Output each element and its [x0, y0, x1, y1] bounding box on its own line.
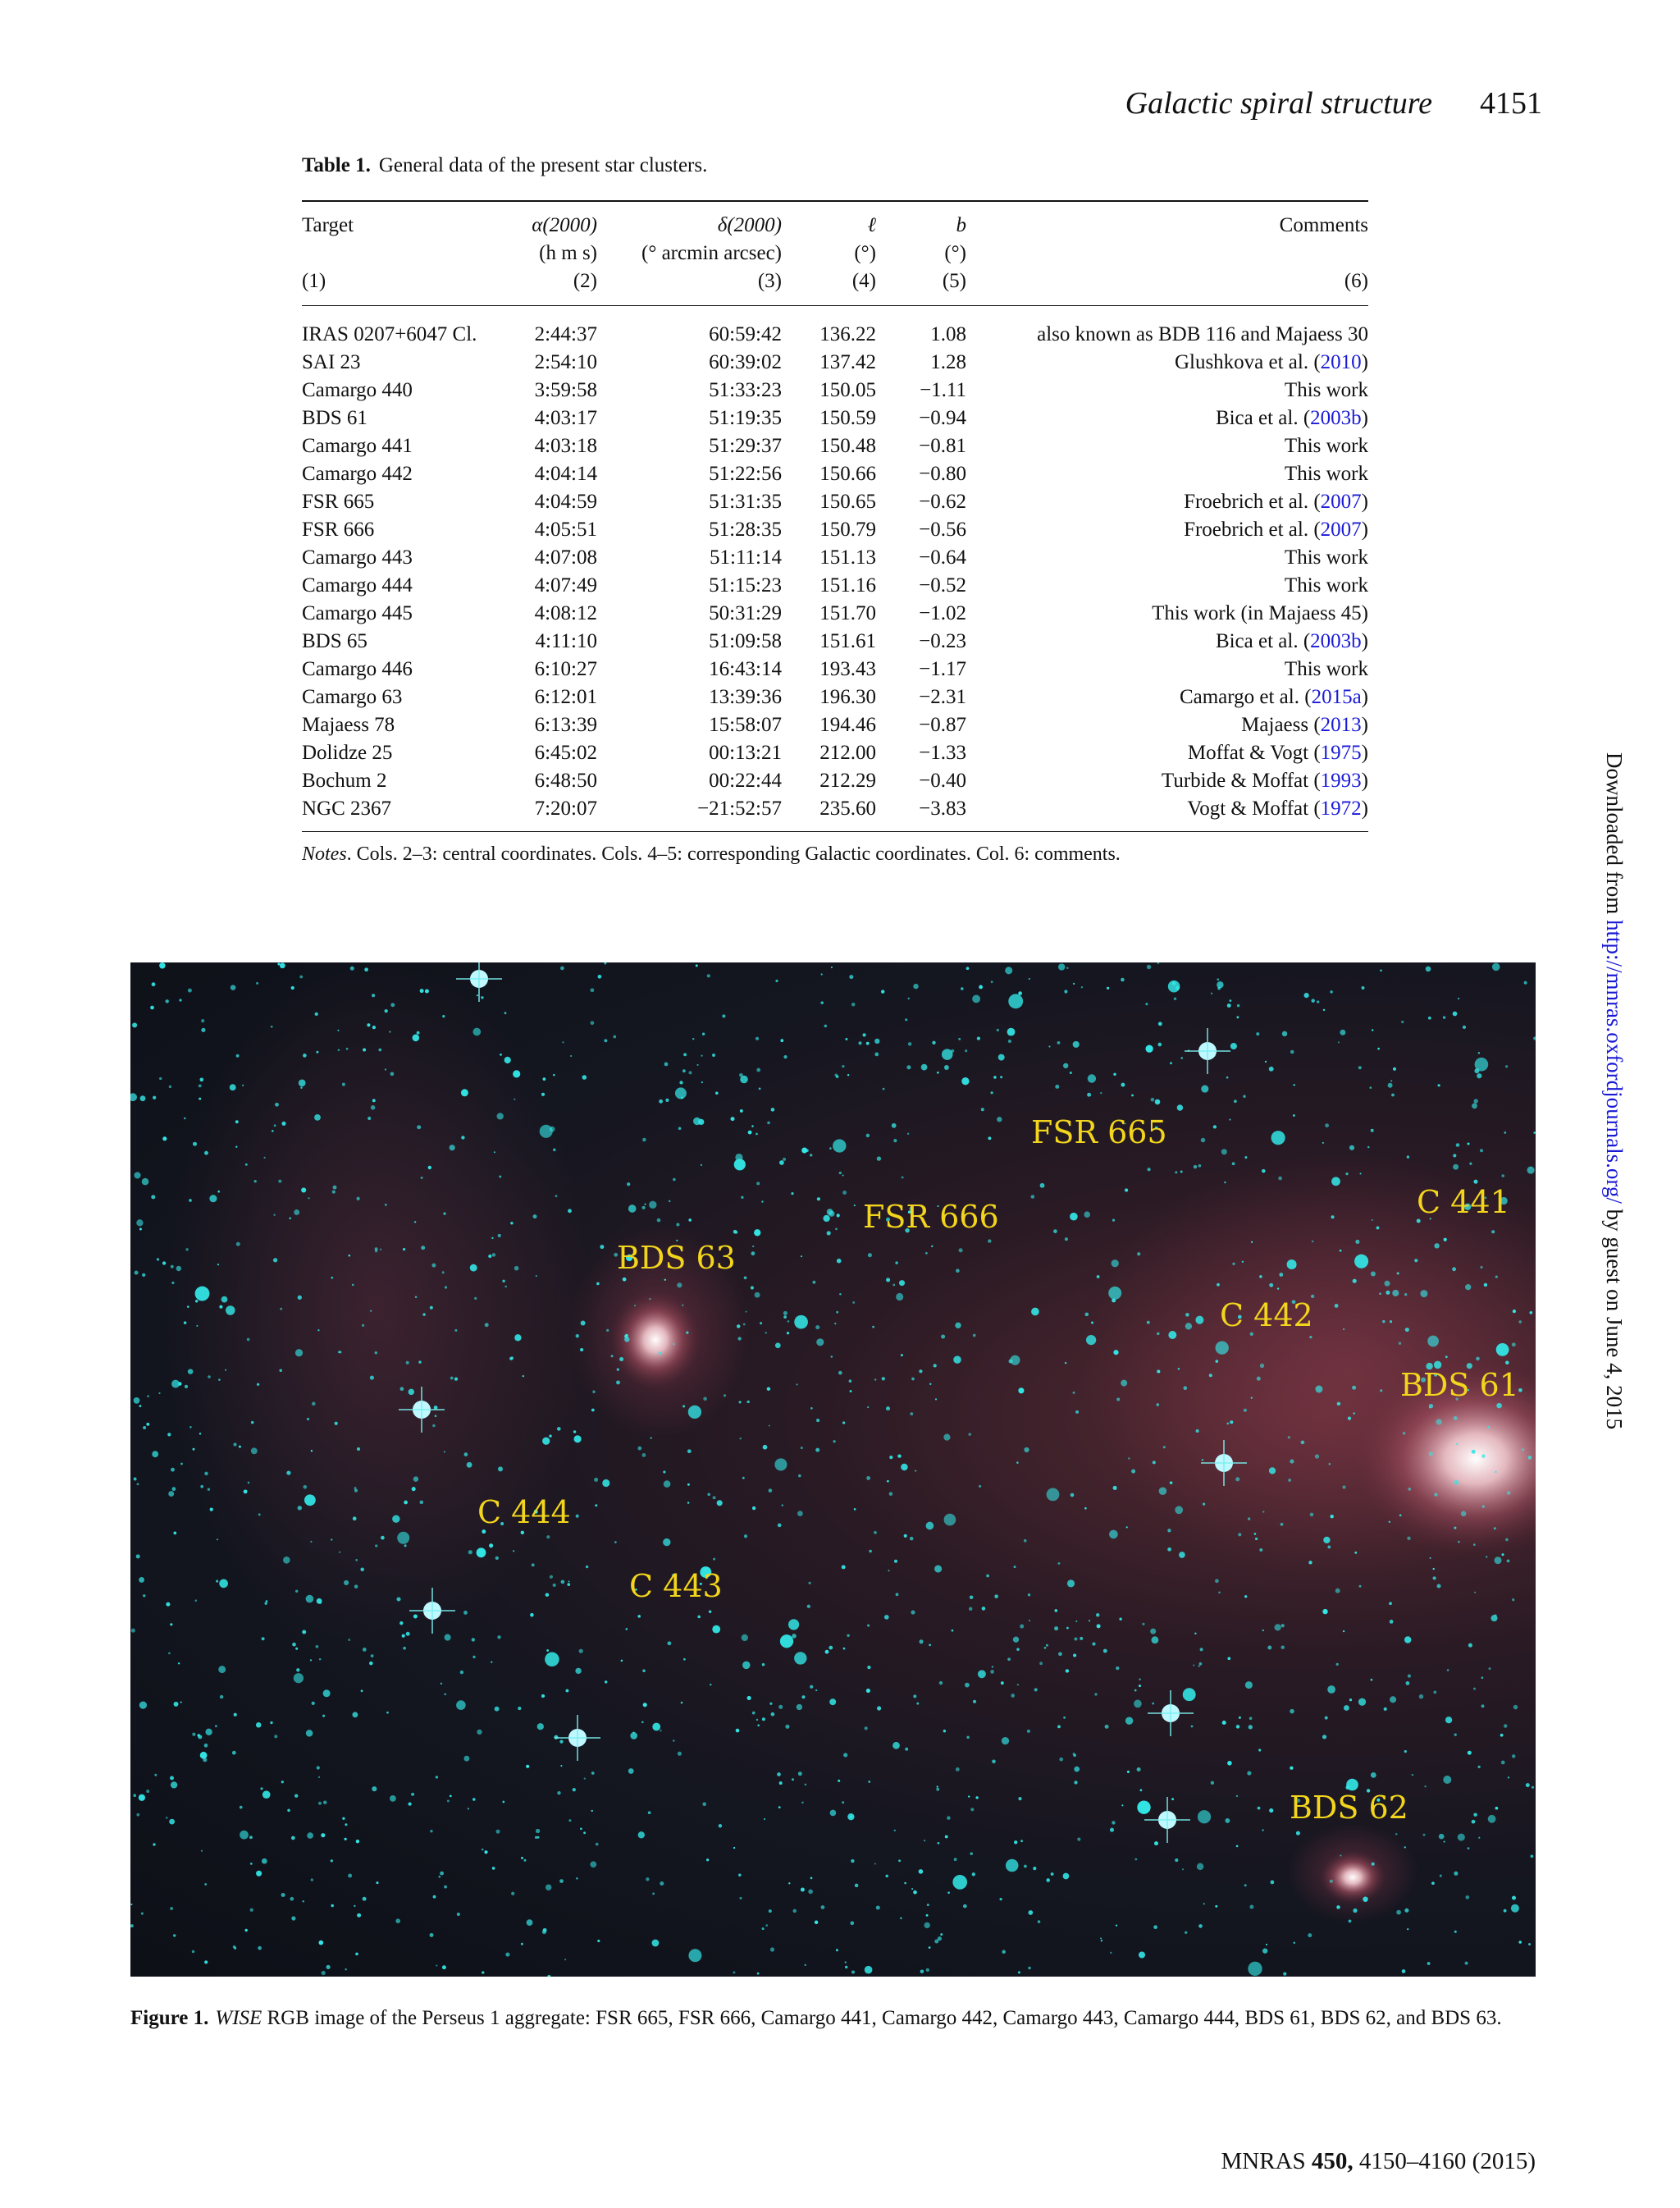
- figure-label: Figure 1.: [130, 2007, 209, 2029]
- comment-text: This work: [1284, 574, 1368, 597]
- table-label: Table 1.: [302, 154, 371, 176]
- table-row: [302, 349, 1368, 377]
- label-c-442: C 442: [1220, 1297, 1313, 1333]
- table-row: [302, 488, 1368, 516]
- table-row: [302, 628, 1368, 656]
- page-number: 4151: [1480, 86, 1542, 121]
- cell-b: −1.02: [919, 602, 966, 624]
- table-row: [302, 460, 1368, 488]
- cell-ra: 4:03:18: [534, 435, 597, 457]
- label-bds-61: BDS 61: [1400, 1367, 1519, 1403]
- cell-ra: 3:59:58: [534, 379, 597, 401]
- colnum-6: (6): [966, 267, 1368, 306]
- cell-comment: [966, 656, 1368, 683]
- table-row: [302, 600, 1368, 628]
- cell-b: −2.31: [919, 686, 966, 708]
- cell-dec: 51:28:35: [709, 519, 782, 541]
- cell-b: −0.81: [919, 435, 966, 457]
- cell-l: 136.22: [819, 323, 876, 345]
- cell-comment: [966, 349, 1368, 377]
- cell-ra: 2:54:10: [534, 351, 597, 373]
- cell-ra: 4:03:17: [534, 407, 597, 429]
- unit-l: (°): [854, 242, 876, 264]
- comment-close: ): [1361, 714, 1368, 736]
- cell-l: 150.48: [819, 435, 876, 457]
- cell-dec: 16:43:14: [709, 658, 782, 680]
- cell-b: −0.87: [919, 714, 966, 736]
- comment-text: also known as BDB 116 and Majaess 30: [1037, 323, 1368, 345]
- cell-comment: [966, 488, 1368, 516]
- table-row: [302, 711, 1368, 739]
- citation-link[interactable]: 2007: [1320, 519, 1362, 541]
- cell-ra: 4:05:51: [534, 519, 597, 541]
- table-caption: [302, 154, 1368, 177]
- cell-l: 137.42: [819, 351, 876, 373]
- cell-b: −0.52: [919, 574, 966, 597]
- cell-b: −0.40: [919, 770, 966, 792]
- unit-ra: (h m s): [539, 242, 597, 264]
- cell-l: 212.29: [819, 770, 876, 792]
- unit-b: (°): [944, 242, 966, 264]
- cell-comment: [966, 405, 1368, 432]
- cell-b: −0.64: [919, 546, 966, 569]
- cell-ra: 4:07:49: [534, 574, 597, 597]
- cell-ra: 6:45:02: [534, 742, 597, 764]
- unit-comments: [966, 240, 1368, 267]
- comment-text: Camargo et al. (: [1179, 686, 1312, 708]
- cell-comment: [966, 739, 1368, 767]
- cell-b: −0.80: [919, 463, 966, 485]
- label-fsr-666: FSR 666: [863, 1199, 999, 1235]
- figure-caption: [130, 2004, 1536, 2033]
- table-row: [302, 306, 1368, 350]
- cell-ra: 7:20:07: [532, 795, 597, 832]
- table-body: [302, 306, 1368, 832]
- notes-label: Notes: [302, 843, 347, 865]
- cell-ra: 6:13:39: [534, 714, 597, 736]
- table-block: [302, 154, 1368, 866]
- table-row: [302, 377, 1368, 405]
- download-note: [1601, 752, 1627, 1429]
- table-row: [302, 656, 1368, 683]
- label-bds-62: BDS 62: [1290, 1790, 1408, 1826]
- citation-link[interactable]: 2013: [1320, 714, 1362, 736]
- colnum-2: (2): [532, 267, 597, 306]
- cell-target: Camargo 446: [302, 658, 413, 680]
- citation-link[interactable]: 1972: [1320, 798, 1362, 820]
- comment-close: ): [1361, 742, 1368, 764]
- cell-l: 194.46: [819, 714, 876, 736]
- table-notes: [302, 843, 1368, 866]
- comment-close: ): [1361, 686, 1368, 708]
- cell-b: −1.17: [919, 658, 966, 680]
- cell-target: SAI 23: [302, 351, 361, 373]
- citation-link[interactable]: 1993: [1320, 770, 1362, 792]
- cell-dec: 51:31:35: [709, 491, 782, 513]
- comment-text: This work (in Majaess 45): [1152, 602, 1368, 624]
- cell-target: Camargo 444: [302, 574, 413, 597]
- figure-caption-italic: WISE: [215, 2007, 262, 2029]
- download-note-pre: Downloaded from: [1602, 752, 1627, 920]
- cell-l: 150.65: [819, 491, 876, 513]
- comment-close: ): [1361, 351, 1368, 373]
- cell-l: 151.70: [819, 602, 876, 624]
- table-row: [302, 572, 1368, 600]
- comment-text: Glushkova et al. (: [1174, 351, 1321, 373]
- cell-l: 196.30: [819, 686, 876, 708]
- citation-link[interactable]: 2007: [1320, 491, 1362, 513]
- cell-target: Majaess 78: [302, 714, 395, 736]
- table-row: [302, 516, 1368, 544]
- cell-l: 150.79: [819, 519, 876, 541]
- table-row: [302, 405, 1368, 432]
- cell-ra: 4:11:10: [535, 630, 597, 652]
- footer-pages: 4150–4160 (2015): [1353, 2148, 1536, 2174]
- cell-comment: [966, 767, 1368, 795]
- cell-b: −0.23: [919, 630, 966, 652]
- cell-target: NGC 2367: [302, 795, 532, 832]
- citation-link[interactable]: 1975: [1320, 742, 1362, 764]
- table-row: [302, 432, 1368, 460]
- download-note-post: by guest on June 4, 2015: [1602, 1203, 1627, 1430]
- comment-text: Froebrich et al. (: [1184, 491, 1321, 513]
- colnum-3: (3): [597, 267, 782, 306]
- cell-comment: [966, 306, 1368, 350]
- cell-ra: 4:08:12: [534, 602, 597, 624]
- cell-b: −1.11: [920, 379, 966, 401]
- cell-l: 212.00: [819, 742, 876, 764]
- unit-target: [302, 240, 532, 267]
- cell-comment: [966, 432, 1368, 460]
- header-dec: δ(2000): [597, 201, 782, 240]
- cell-l: 235.60: [782, 795, 876, 832]
- notes-text: . Cols. 2–3: central coordinates. Cols. 4–5: corresponding Galactic coordinates. Col. 6: comments.: [346, 843, 1121, 865]
- comment-text: This work: [1284, 658, 1368, 680]
- comment-text: Moffat & Vogt (: [1187, 742, 1321, 764]
- colnum-1: (1): [302, 267, 532, 306]
- citation-link[interactable]: 2003b: [1310, 630, 1362, 652]
- comment-text: Majaess (: [1241, 714, 1321, 736]
- comment-close: ): [1361, 519, 1368, 541]
- citation-link[interactable]: 2003b: [1310, 407, 1362, 429]
- comment-close: ): [1361, 407, 1368, 429]
- comment-text: This work: [1284, 435, 1368, 457]
- comment-close: ): [1361, 770, 1368, 792]
- cell-target: Camargo 445: [302, 602, 413, 624]
- cell-l: 151.13: [819, 546, 876, 569]
- cell-target: Camargo 442: [302, 463, 413, 485]
- cell-ra: 4:07:08: [534, 546, 597, 569]
- cell-b: −0.62: [919, 491, 966, 513]
- cell-l: 151.61: [819, 630, 876, 652]
- comment-close: ): [1361, 630, 1368, 652]
- cell-b: −0.56: [919, 519, 966, 541]
- cell-dec: 60:39:02: [709, 351, 782, 373]
- cell-target: Bochum 2: [302, 770, 387, 792]
- cell-target: Camargo 440: [302, 379, 413, 401]
- cell-b: −3.83: [876, 795, 966, 832]
- label-c-441: C 441: [1417, 1184, 1510, 1220]
- cell-dec: 15:58:07: [709, 714, 782, 736]
- cell-dec: 51:33:23: [709, 379, 782, 401]
- table-row: [302, 767, 1368, 795]
- cell-target: BDS 65: [302, 630, 368, 652]
- cell-ra: 6:10:27: [534, 658, 597, 680]
- cell-target: FSR 665: [302, 491, 375, 513]
- cell-comment: [966, 628, 1368, 656]
- cell-comment: [966, 600, 1368, 628]
- cell-b: −0.94: [919, 407, 966, 429]
- cell-comment: [966, 377, 1368, 405]
- unit-dec: (° arcmin arcsec): [641, 242, 782, 264]
- header-comments: Comments: [966, 201, 1368, 240]
- nebula-layer: [163, 962, 1536, 1922]
- cell-b: 1.28: [930, 351, 966, 373]
- cell-target: BDS 61: [302, 407, 368, 429]
- footer-volume: 450,: [1311, 2148, 1354, 2174]
- cell-comment: [966, 516, 1368, 544]
- cell-dec: 00:22:44: [709, 770, 782, 792]
- cell-dec: 51:15:23: [709, 574, 782, 597]
- cell-ra: 6:48:50: [534, 770, 597, 792]
- cell-dec: 51:22:56: [709, 463, 782, 485]
- citation-link[interactable]: 2010: [1320, 351, 1362, 373]
- cell-l: 150.05: [819, 379, 876, 401]
- cell-target: IRAS 0207+6047 Cl.: [302, 323, 477, 345]
- label-c-443: C 443: [629, 1568, 723, 1604]
- cell-ra: 6:12:01: [534, 686, 597, 708]
- cell-comment: [966, 795, 1368, 832]
- running-title: Galactic spiral structure: [1125, 86, 1432, 121]
- download-link[interactable]: http://mnras.oxfordjournals.org/: [1602, 919, 1627, 1204]
- cell-dec: 51:19:35: [709, 407, 782, 429]
- cell-dec: 50:31:29: [709, 602, 782, 624]
- wise-rgb-image: [130, 962, 1536, 1977]
- cell-target: FSR 666: [302, 519, 375, 541]
- cell-dec: 60:59:42: [709, 323, 782, 345]
- cell-dec: 13:39:36: [709, 686, 782, 708]
- footer-citation: [1221, 2148, 1536, 2175]
- table-row: [302, 544, 1368, 572]
- table-caption-text: General data of the present star clusters.: [378, 154, 708, 176]
- label-fsr-665: FSR 665: [1031, 1114, 1167, 1150]
- header-ra: α(2000): [532, 201, 597, 240]
- cell-l: 193.43: [819, 658, 876, 680]
- comment-text: Vogt & Moffat (: [1187, 798, 1321, 820]
- comment-text: Bica et al. (: [1215, 407, 1311, 429]
- cell-dec: −21:52:57: [597, 795, 782, 832]
- cell-comment: [966, 683, 1368, 711]
- cell-target: Camargo 443: [302, 546, 413, 569]
- cell-l: 150.59: [819, 407, 876, 429]
- table-row: [302, 683, 1368, 711]
- label-bds-63: BDS 63: [617, 1240, 736, 1276]
- cell-target: Camargo 441: [302, 435, 413, 457]
- header-row-names: [302, 201, 1368, 240]
- header-b: b: [876, 201, 966, 240]
- cell-ra: 4:04:59: [534, 491, 597, 513]
- table-row: [302, 739, 1368, 767]
- star-field: [130, 962, 1536, 1977]
- cluster-table: [302, 200, 1368, 832]
- colnum-4: (4): [782, 267, 876, 306]
- cell-comment: [966, 544, 1368, 572]
- header-row-numbers: [302, 267, 1368, 306]
- running-head: [1125, 85, 1542, 121]
- comment-text: This work: [1284, 379, 1368, 401]
- cell-b: −1.33: [919, 742, 966, 764]
- figure-caption-text: RGB image of the Perseus 1 aggregate: FSR 665, FSR 666, Camargo 441, Camargo 442, Camargo 443, Camargo 444, BDS 61, BDS 62, and BDS 63.: [262, 2007, 1502, 2029]
- table-row: [302, 795, 1368, 832]
- citation-link[interactable]: 2015a: [1311, 686, 1362, 708]
- cell-ra: 4:04:14: [534, 463, 597, 485]
- cell-b: 1.08: [930, 323, 966, 345]
- comment-text: Bica et al. (: [1215, 630, 1311, 652]
- cell-l: 150.66: [819, 463, 876, 485]
- label-c-444: C 444: [477, 1494, 571, 1530]
- header-row-units: [302, 240, 1368, 267]
- colnum-5: (5): [876, 267, 966, 306]
- cell-ra: 2:44:37: [534, 323, 597, 345]
- comment-close: ): [1361, 491, 1368, 513]
- comment-text: Turbide & Moffat (: [1161, 770, 1321, 792]
- cell-comment: [966, 572, 1368, 600]
- cell-l: 151.16: [819, 574, 876, 597]
- cell-dec: 51:11:14: [710, 546, 782, 569]
- comment-text: This work: [1284, 463, 1368, 485]
- comment-text: This work: [1284, 546, 1368, 569]
- comment-text: Froebrich et al. (: [1184, 519, 1321, 541]
- cell-comment: [966, 711, 1368, 739]
- header-l: ℓ: [782, 201, 876, 240]
- comment-close: ): [1361, 798, 1368, 820]
- footer-journal: MNRAS: [1221, 2148, 1312, 2174]
- cell-dec: 51:09:58: [709, 630, 782, 652]
- cell-dec: 00:13:21: [709, 742, 782, 764]
- header-target: Target: [302, 201, 532, 240]
- cell-target: Camargo 63: [302, 686, 403, 708]
- cell-comment: [966, 460, 1368, 488]
- cell-target: Dolidze 25: [302, 742, 393, 764]
- cell-dec: 51:29:37: [709, 435, 782, 457]
